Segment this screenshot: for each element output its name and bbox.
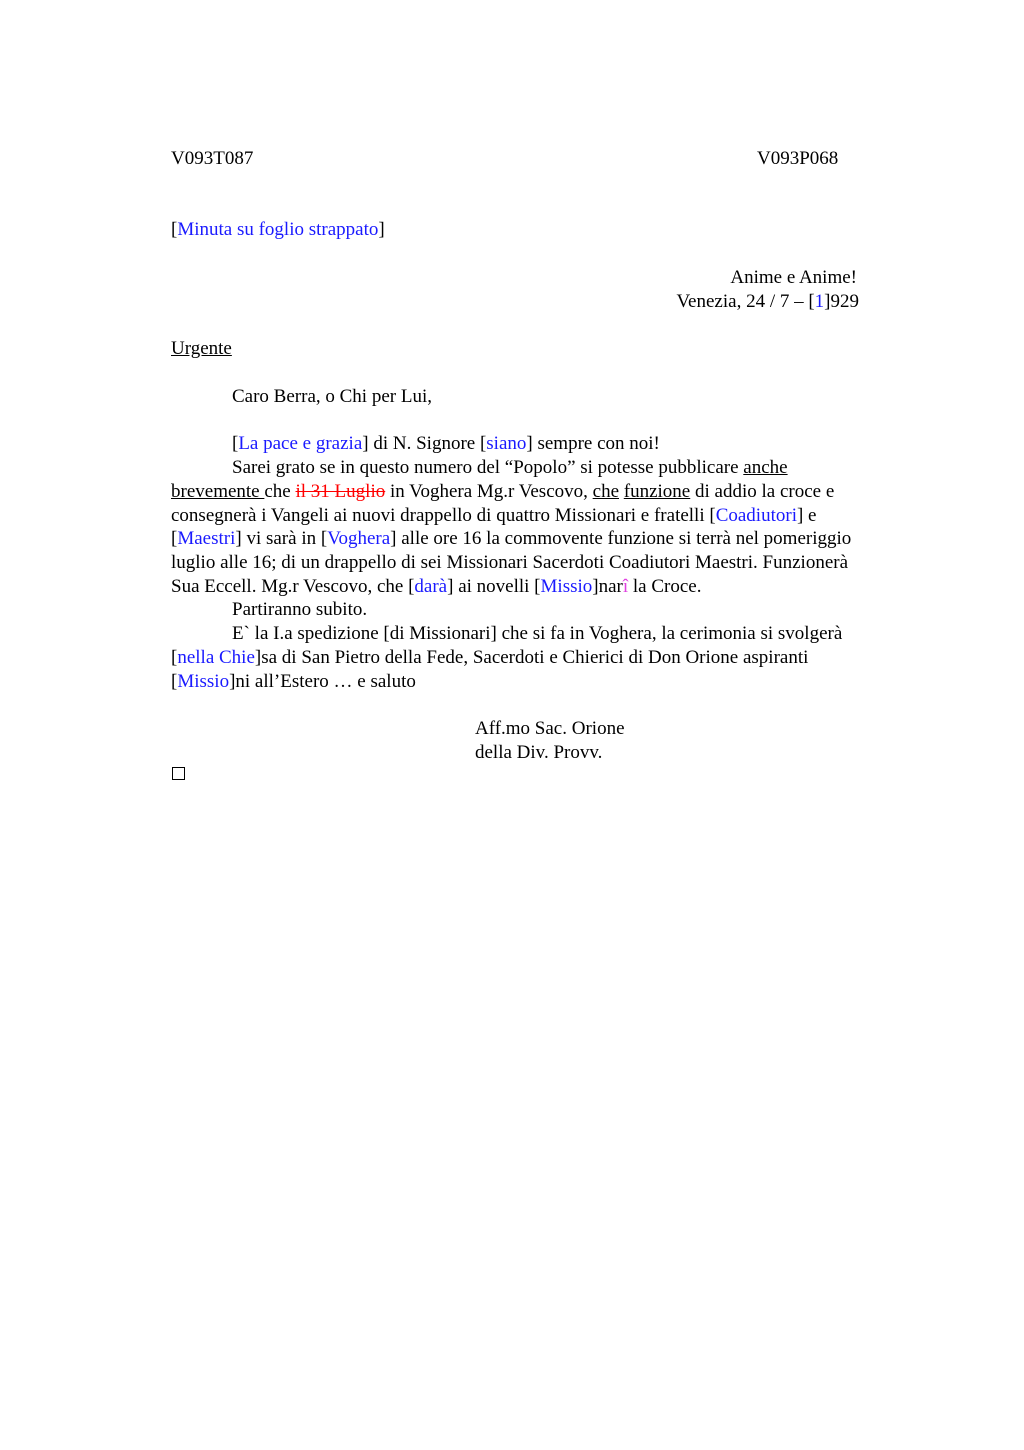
urgent-label: Urgente xyxy=(171,338,232,359)
salutation: Caro Berra, o Chi per Lui, xyxy=(232,386,432,407)
signature-line-2: della Div. Provv. xyxy=(475,742,603,763)
deleted-text: il 31 Luglio xyxy=(295,481,386,502)
body-line-2: Sarei grato se in questo numero del “Popolo” si potesse pubblicare anche xyxy=(232,457,788,478)
body-line-7: Sua Eccell. Mg.r Vescovo, che [darà] ai novelli [Missio]narî la Croce. xyxy=(171,576,702,597)
body-line-11: [Missio]ni all’Estero … e saluto xyxy=(171,671,416,692)
date-prefix: Venezia, 24 / 7 – [ xyxy=(676,291,815,312)
date-insert: 1 xyxy=(814,291,825,312)
editorial-note xyxy=(171,218,385,242)
uncertain-char: î xyxy=(622,576,629,597)
body-line-9: E` la I.a spedizione [di Missionari] che si fa in Voghera, la cerimonia si svolgerà xyxy=(232,623,843,644)
body-line-10: [nella Chie]sa di San Pietro della Fede, Sacerdoti e Chierici di Don Orione aspiranti xyxy=(171,647,809,668)
signature-line-1: Aff.mo Sac. Orione xyxy=(475,718,625,739)
date-line xyxy=(676,290,859,314)
body-line-4: consegnerà i Vangeli ai nuovi drappello di quattro Missionari e fratelli [Coadiutori] e xyxy=(171,505,817,526)
editorial-note-text: Minuta su foglio strappato xyxy=(177,219,379,240)
body-line-1: [La pace e grazia] di N. Signore [siano] sempre con noi! xyxy=(232,433,660,454)
document-code-right: V093P068 xyxy=(757,148,839,169)
end-marker-box xyxy=(172,767,185,780)
date-suffix: ]929 xyxy=(824,291,859,312)
body-line-3: brevemente che il 31 Luglio in Voghera Mg.r Vescovo, che funzione di addio la croce e xyxy=(171,481,835,502)
body-line-6: luglio alle 16; di un drappello di sei Missionari Sacerdoti Coadiutori Maestri. Funzionerà xyxy=(171,552,849,573)
document-code-left: V093T087 xyxy=(171,148,254,169)
bracket: ] xyxy=(378,219,385,240)
bracket: [ xyxy=(171,219,178,240)
motto: Anime e Anime! xyxy=(730,267,857,288)
body-line-8: Partiranno subito. xyxy=(232,599,368,620)
body-line-5: [Maestri] vi sarà in [Voghera] alle ore 16 la commovente funzione si terrà nel pomeriggio xyxy=(171,528,852,549)
